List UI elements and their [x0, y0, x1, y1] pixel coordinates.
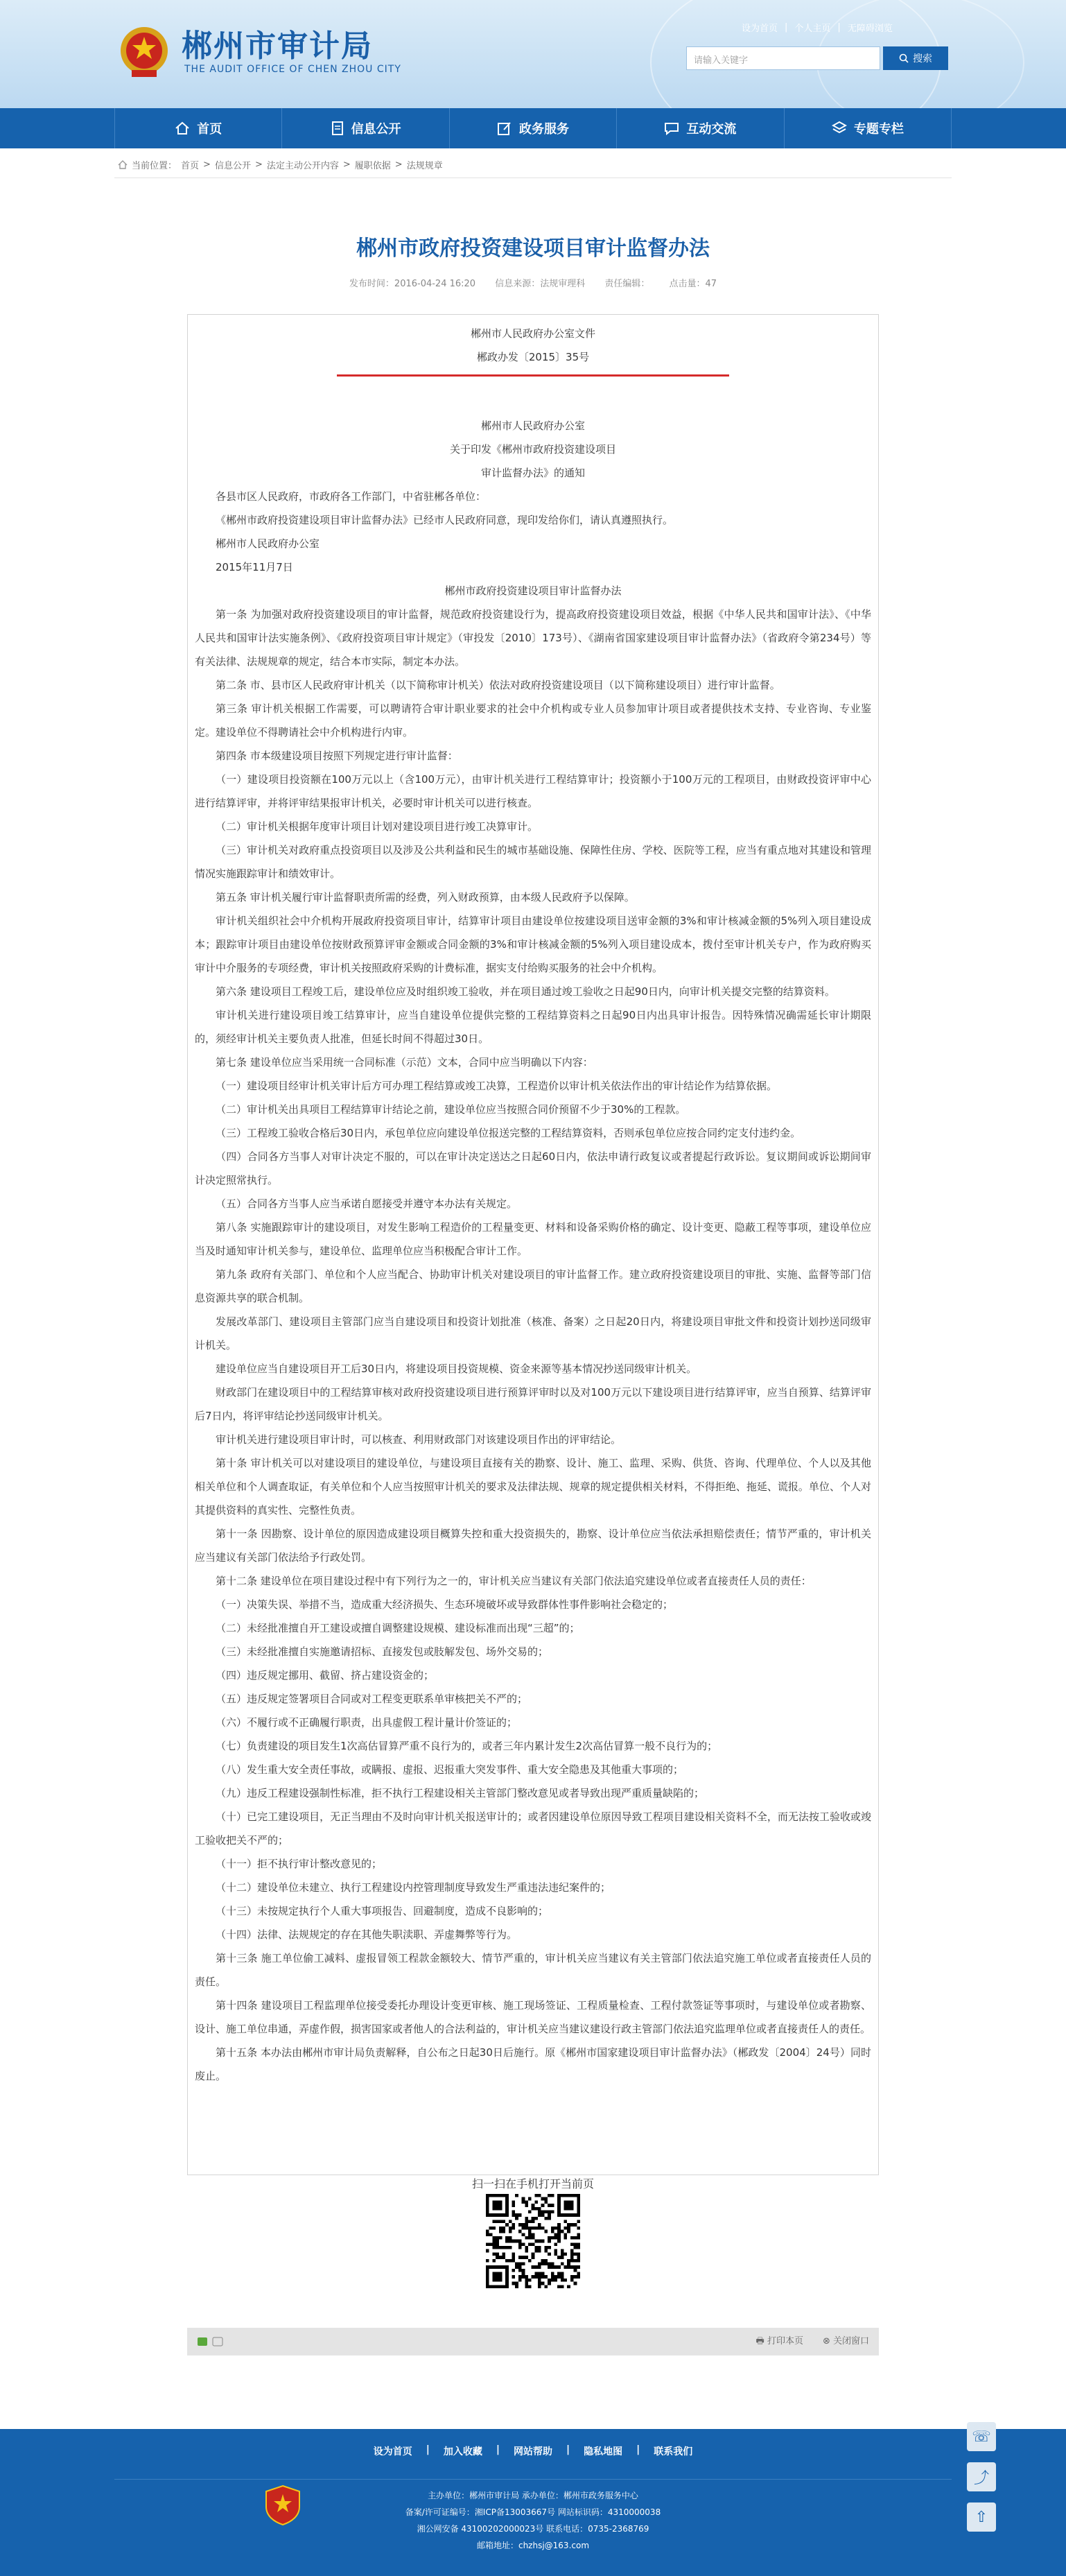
- article-paragraph: （三）未经批准擅自实施邀请招标、直接发包或肢解发包、场外交易的；: [216, 1645, 549, 1658]
- footer-links: 设为首页 | 加入收藏 | 网站帮助 | 隐私地图 | 联系我们: [373, 2444, 693, 2457]
- article-paragraph: （九）违反工程建设强制性标准，拒不执行工程建设相关主管部门整改意见或者导致出现严重质量缺陷的；: [216, 1787, 705, 1799]
- nav-item-home[interactable]: 首页: [114, 108, 282, 148]
- doc-header-line: 郴州市人民政府办公室文件: [470, 327, 595, 340]
- article-title: 郴州市政府投资建设项目审计监督办法: [356, 236, 710, 261]
- search-button[interactable]: [883, 46, 948, 70]
- article-paragraph: 第十五条 本办法由郴州市审计局负责解释，自公布之日起30日后施行。原《郴州市国家建设项目审计监督办法》（郴政发〔2004〕24号）同时废止。: [195, 2046, 871, 2082]
- breadcrumb: 当前位置： 首页 > 信息公开 > 法定主动公开内容 > 履职依据 > 法规规章: [118, 158, 443, 171]
- footer-link[interactable]: 联系我们: [654, 2446, 693, 2457]
- breadcrumb-item[interactable]: 法定主动公开内容: [266, 161, 339, 171]
- article-paragraph: （一）建设项目经审计机关审计后方可办理工程结算或竣工决算，工程造价以审计机关依法作出的审计结论作为结算依据。: [216, 1080, 778, 1092]
- qr-code-icon: [486, 2194, 580, 2288]
- article-paragraph: （一）决策失误、举措不当，造成重大经济损失、生态环境破坏或导致群体性事件影响社会稳定的；: [216, 1598, 674, 1611]
- article-paragraph: （二）审计机关出具项目工程结算审计结论之前，建设单位应当按照合同价预留不少于30%的工程款。: [216, 1103, 686, 1116]
- article-paragraph: （十二）建设单位未建立、执行工程建设内控管理制度导致发生严重违法违纪案件的；: [216, 1881, 611, 1894]
- notice-line: 郴州市人民政府办公室: [480, 420, 585, 432]
- edit-icon: [497, 121, 512, 136]
- home-link[interactable]: 设为首页: [742, 24, 778, 34]
- top-links: 设为首页 | 个人主页 | 无障碍浏览: [742, 22, 893, 34]
- article-paragraph: （十一）拒不执行审计整改意见的；: [216, 1858, 383, 1870]
- intro-line: 各县市区人民政府，市政府各工作部门，中省驻郴各单位：: [216, 490, 487, 503]
- article-paragraph: 第十二条 建设单位在项目建设过程中有下列行为之一的，审计机关应当建议有关部门依法追究建设单位或者直接责任人员的责任：: [216, 1575, 812, 1587]
- article-paragraph: （十四）法律、法规规定的存在其他失职渎职、弄虚舞弊等行为。: [216, 1928, 518, 1941]
- article-paragraph: 发展改革部门、建设项目主管部门应当自建设项目和投资计划批准（核准、备案）之日起20日内，将建设项目审批文件和投资计划抄送同级审计机关。: [195, 1315, 871, 1351]
- close-window-button[interactable]: ⊗ 关闭窗口: [822, 2336, 869, 2346]
- article-paragraph: （十三）未按规定执行个人重大事项报告、回避制度，造成不良影响的；: [216, 1905, 549, 1917]
- article-paragraph: 第八条 实施跟踪审计的建设项目，对发生影响工程造价的工程量变更、材料和设备采购价格的确定、设计变更、隐蔽工程等事项，建设单位应当及时通知审计机关参与，建设单位、监理单位应当积极配合审计工作。: [195, 1221, 871, 1257]
- footer-info: 主办单位：郴州市审计局 承办单位：郴州市政务服务中心 备案/许可证编号：湘ICP备13003667号 网站标识码：4310000038 湘公网安备 43100202000023号 联系电话：0735-2368769 邮箱地址：chzhsj@163.com: [405, 2491, 661, 2550]
- print-button[interactable]: 🖶 打印本页: [755, 2336, 803, 2346]
- site-header: [0, 0, 1066, 108]
- share-icon[interactable]: ⤴: [967, 2462, 996, 2491]
- site-footer: [0, 2429, 1066, 2576]
- article-paragraph: （六）不履行或不正确履行职责，出具虚假工程计量计价签证的；: [216, 1716, 518, 1729]
- divider: [114, 2479, 952, 2480]
- layers-icon: [832, 121, 847, 136]
- nav-item-info[interactable]: 信息公开: [282, 108, 449, 148]
- breadcrumb-item[interactable]: 法规规章: [406, 161, 443, 171]
- article-paragraph: 第四条 市本级建设项目按照下列规定进行审计监督：: [216, 750, 458, 762]
- article-paragraph: （四）违反规定挪用、截留、挤占建设资金的；: [216, 1669, 435, 1682]
- article-paragraph: （五）合同各方当事人应当承诺自愿接受并遵守本办法有关规定。: [216, 1198, 518, 1210]
- article-paragraph: （二）审计机关根据年度审计项目计划对建设项目进行竣工决算审计。: [216, 820, 539, 833]
- doc-title: 郴州市政府投资建设项目审计监督办法: [444, 585, 622, 597]
- wechat-icon[interactable]: ☏: [967, 2422, 996, 2451]
- personal-link[interactable]: 个人主页: [794, 24, 831, 34]
- article-paragraph: （五）违反规定签署项目合同或对工程变更联系单审核把关不严的；: [216, 1693, 528, 1705]
- notice-line: 关于印发《郴州市政府投资建设项目: [449, 443, 616, 456]
- article-paragraph: 第三条 审计机关根据工作需要，可以聘请符合审计职业要求的社会中介机构或专业人员参加审计项目或者提供技术支持、专业咨询、专业鉴定。建设单位不得聘请社会中介机构进行内审。: [195, 702, 871, 738]
- home-icon: [118, 160, 128, 169]
- article-paragraph: 第七条 建设单位应当采用统一合同标准（示范）文本，合同中应当明确以下内容：: [216, 1056, 593, 1069]
- article-paragraph: 第六条 建设项目工程竣工后，建设单位应及时组织竣工验收，并在项目通过竣工验收之日起90日内，向审计机关提交完整的结算资料。: [216, 985, 835, 998]
- document-icon: [331, 121, 344, 136]
- chat-icon: [664, 121, 679, 135]
- accessibility-link[interactable]: 无障碍浏览: [847, 24, 893, 34]
- search-icon: [899, 53, 909, 63]
- article-meta: [114, 276, 952, 289]
- view-count: 点击量：47: [669, 279, 717, 289]
- article-paragraph: 建设单位应当自建设项目开工后30日内，将建设项目投资规模、资金来源等基本情况抄送同级审计机关。: [216, 1363, 697, 1375]
- article-paragraph: 第十条 审计机关可以对建设项目的建设单位，与建设项目直接有关的勘察、设计、施工、监理、采购、供货、咨询、代理单位、个人以及其他相关单位和个人调查取证，有关单位和个人应当按照审计机关的要求及法律法规、规章的规定提供相关材料，不得拒绝、拖延、谎报。单位、个人对其提供资料的真实性、完整性负责。: [195, 1457, 871, 1516]
- nav-item-interaction[interactable]: 互动交流: [617, 108, 784, 148]
- share-weibo-icon[interactable]: [212, 2337, 223, 2346]
- breadcrumb-item[interactable]: 履职依据: [354, 161, 391, 171]
- article-paragraphs: [195, 603, 871, 2088]
- qr-label: 扫一扫在手机打开当前页: [471, 2177, 594, 2190]
- breadcrumb-item[interactable]: 首页: [181, 161, 200, 171]
- intro-line: 2015年11月7日: [216, 561, 293, 573]
- site-title[interactable]: 郴州市审计局: [182, 28, 373, 64]
- article-paragraph: 第一条 为加强对政府投资建设项目的审计监督，规范政府投资建设行为，提高政府投资建设项目效益，根据《中华人民共和国审计法》、《中华人民共和国审计法实施条例》、《政府投资项目审计规定》（审投发〔2010〕173号）、《湖南省国家建设项目审计监督办法》（省政府令第234号）等有关法律、法规规章的规定，结合本市实际，制定本办法。: [195, 608, 871, 668]
- footer-link[interactable]: 设为首页: [373, 2446, 412, 2457]
- article-paragraph: （四）合同各方当事人对审计决定不服的，可以在审计决定送达之日起60日内，依法申请行政复议或者提起行政诉讼。复议期间或诉讼期间审计决定照常执行。: [195, 1150, 871, 1186]
- doc-number: 郴政办发〔2015〕35号: [476, 351, 590, 363]
- article-paragraph: 第十三条 施工单位偷工减料、虚报冒领工程款金额较大、情节严重的，审计机关应当建议有关主管部门依法追究施工单位或者直接责任人员的责任。: [195, 1952, 871, 1988]
- footer-link[interactable]: 网站帮助: [514, 2446, 552, 2457]
- article-paragraph: 第二条 市、县市区人民政府审计机关（以下简称审计机关）依法对政府投资建设项目（以下简称建设项目）进行审计监督。: [216, 679, 780, 691]
- national-emblem-icon: [118, 24, 171, 80]
- editor: 责任编辑：: [604, 279, 650, 289]
- breadcrumb-item[interactable]: 信息公开: [214, 161, 251, 171]
- article-paragraph: 审计机关进行建设项目审计时，可以核查、利用财政部门对该建设项目作出的评审结论。: [216, 1433, 622, 1446]
- article-paragraph: （一）建设项目投资额在100万元以上（含100万元），由审计机关进行工程结算审计；投资额小于100万元的工程项目，由财政投资评审中心进行结算评审，并将评审结果报审计机关，必要时审计机关可以进行核查。: [195, 773, 871, 809]
- home-icon: [175, 121, 190, 135]
- main-nav: [0, 108, 1066, 148]
- article-paragraph: （八）发生重大安全责任事故，或瞒报、虚报、迟报重大突发事件、重大安全隐患及其他重大事项的；: [216, 1763, 684, 1776]
- article-paragraph: （二）未经批准擅自开工建设或擅自调整建设规模、建设标准而出现“三超”的；: [216, 1622, 580, 1634]
- article-toolbar: [187, 2328, 879, 2355]
- article-paragraph: 财政部门在建设项目中的工程结算审核对政府投资建设项目进行预算评审时以及对100万元以下建设项目进行结算评审，应当自预算、结算评审后7日内，将评审结论抄送同级审计机关。: [195, 1386, 871, 1422]
- side-toolbar: [967, 2422, 996, 2532]
- intro-line: 《郴州市政府投资建设项目审计监督办法》已经市人民政府同意，现印发给你们，请认真遵照执行。: [216, 514, 674, 526]
- intro-line: 郴州市人民政府办公室: [216, 537, 320, 550]
- red-divider: [337, 374, 729, 377]
- article-paragraph: （七）负责建设的项目发生1次高估冒算严重不良行为的，或者三年内累计发生2次高估冒算一般不良行为的；: [216, 1740, 718, 1752]
- nav-item-services[interactable]: 政务服务: [450, 108, 617, 148]
- nav-item-topics[interactable]: 专题专栏: [785, 108, 952, 148]
- notice-line: 审计监督办法》的通知: [480, 467, 585, 479]
- article-paragraph: 第五条 审计机关履行审计监督职责所需的经费，列入财政预算，由本级人民政府予以保障。: [216, 891, 635, 904]
- article-paragraph: 第十四条 建设项目工程监理单位接受委托办理设计变更审核、施工现场签证、工程质量检查、工程付款签证等事项时，与建设单位或者勘察、设计、施工单位串通，弄虚作假，损害国家或者他人的合法利益的，审计机关应当建议建设行政主管部门依法追究监理单位或者直接责任人的责任。: [195, 1999, 871, 2035]
- article-paragraph: 第九条 政府有关部门、单位和个人应当配合、协助审计机关对建设项目的审计监督工作。建立政府投资建设项目的审批、实施、监督等部门信息资源共享的联合机制。: [195, 1268, 871, 1304]
- article-paragraph: 审计机关进行建设项目竣工结算审计，应当自建设单位提供完整的工程结算资料之日起90日内出具审计报告。因特殊情况确需延长审计期限的，须经审计机关主要负责人批准，但延长时间不得超过30日。: [195, 1009, 871, 1045]
- back-to-top-icon[interactable]: ⇧: [967, 2502, 996, 2532]
- footer-link[interactable]: 加入收藏: [443, 2446, 482, 2457]
- site-subtitle: THE AUDIT OFFICE OF CHEN ZHOU CITY: [184, 64, 401, 75]
- article-paragraph: （十）已完工建设项目，无正当理由不及时向审计机关报送审计的；或者因建设单位原因导致工程项目建设相关资料不全，而无法按工验收或竣工验收把关不严的；: [195, 1810, 871, 1847]
- article-paragraph: （三）工程竣工验收合格后30日内，承包单位应向建设单位报送完整的工程结算资料，否则承包单位应按合同约定支付违约金。: [216, 1127, 801, 1139]
- article-paragraph: 审计机关组织社会中介机构开展政府投资项目审计，结算审计项目由建设单位按建设项目送审金额的3%和审计核减金额的5%列入项目建设成本；跟踪审计项目由建设单位按财政预算评审金额或合同金额的3%和审计核减金额的5%列入项目建设成本，拨付至审计机关专户，作为政府购买审计中介服务的专项经费，审计机关按照政府采购的计费标准，据实支付给购买服务的社会中介机构。: [195, 915, 871, 974]
- article-content: [187, 314, 879, 2175]
- share-wechat-icon[interactable]: [197, 2337, 208, 2346]
- search-button-label: 搜索: [913, 53, 932, 64]
- info-source: 信息来源：法规审理科: [495, 279, 586, 289]
- publish-date: 发布时间：2016-04-24 16:20: [349, 279, 476, 289]
- search-input[interactable]: 请输入关键字: [686, 46, 880, 70]
- article-paragraph: 第十一条 因勘察、设计单位的原因造成建设项目概算失控和重大投资损失的，勘察、设计单位应当依法承担赔偿责任；情节严重的，审计机关应当建议有关部门依法给予行政处罚。: [195, 1528, 871, 1564]
- footer-link[interactable]: 隐私地图: [584, 2446, 623, 2457]
- article-paragraph: （三）审计机关对政府重点投资项目以及涉及公共利益和民生的城市基础设施、保障性住房、学校、医院等工程，应当有重点地对其建设和管理情况实施跟踪审计和绩效审计。: [195, 844, 871, 880]
